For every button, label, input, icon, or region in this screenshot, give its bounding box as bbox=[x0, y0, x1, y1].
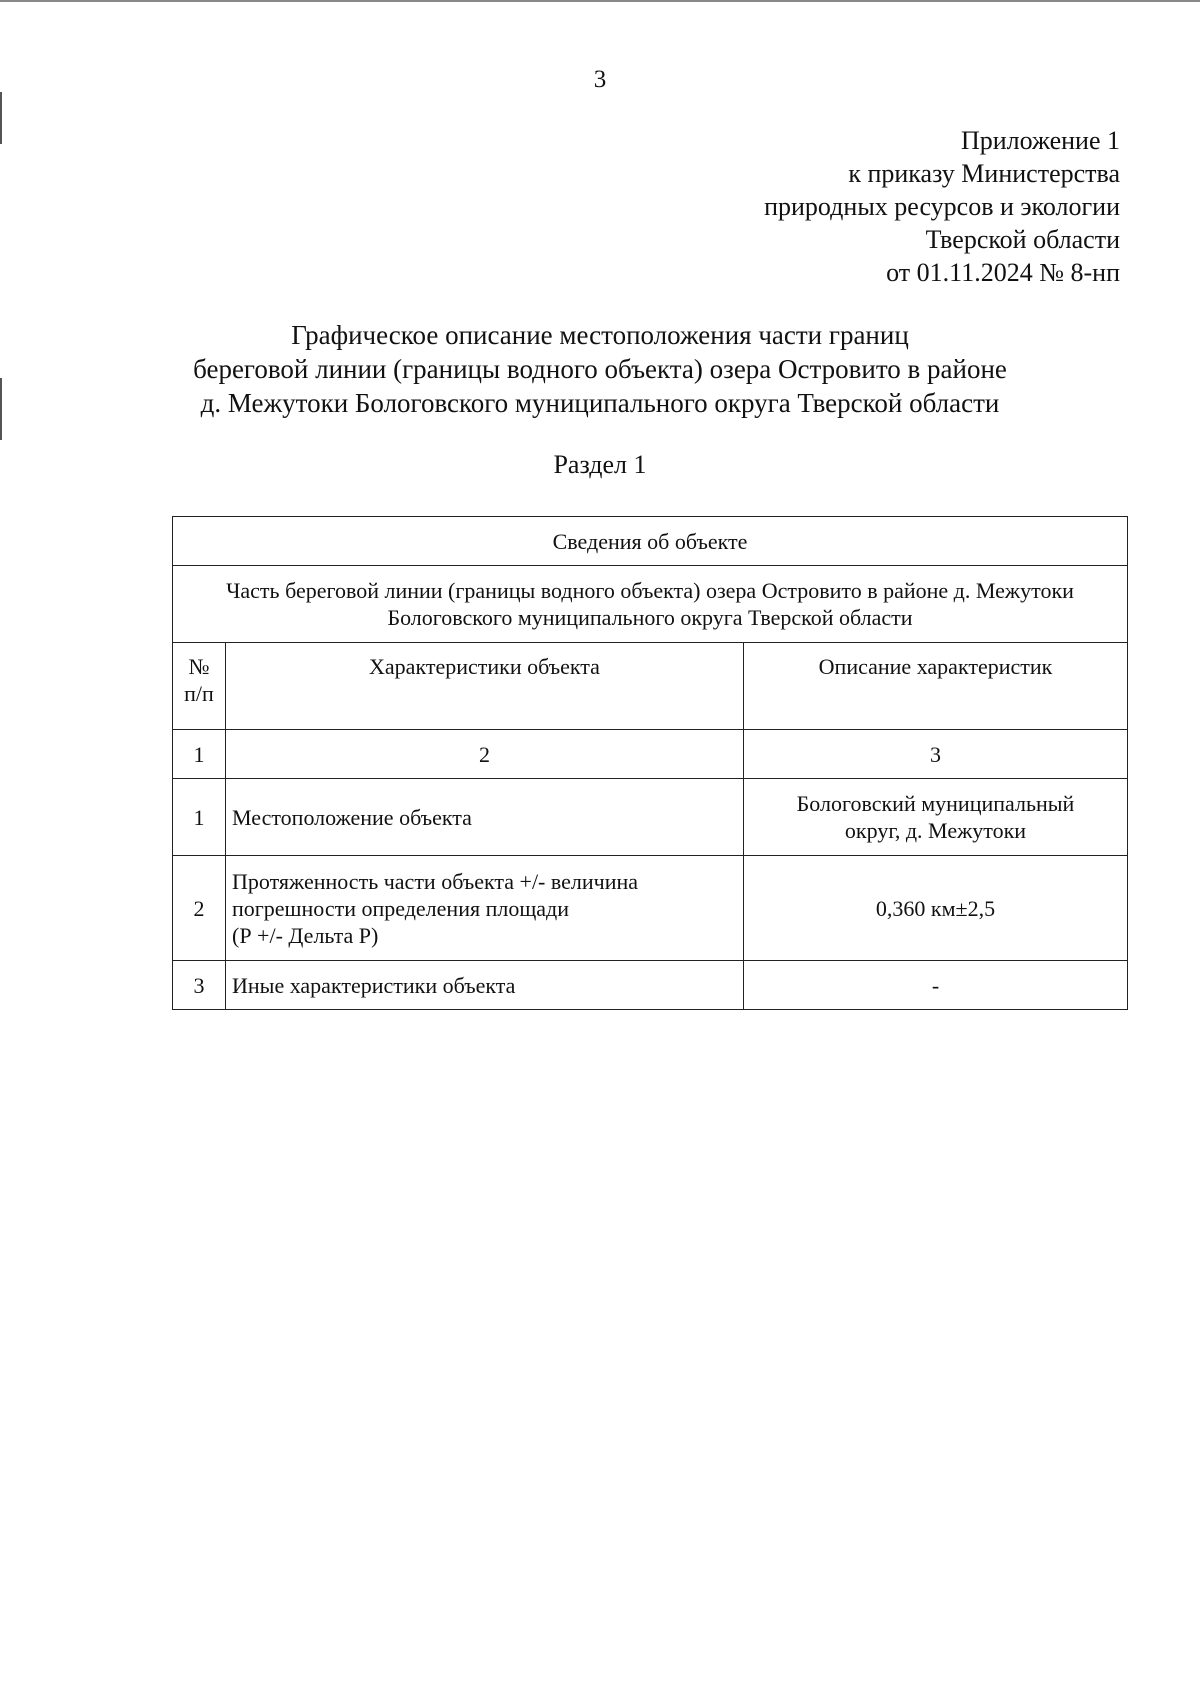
header-description: Описание характеристик bbox=[744, 643, 1128, 730]
appendix-block bbox=[764, 124, 1120, 289]
row-characteristic bbox=[226, 856, 744, 961]
object-name-line: Бологовского муниципального округа Тверской области bbox=[387, 605, 913, 630]
appendix-line: к приказу Министерства bbox=[848, 159, 1120, 188]
header-num-line: № bbox=[188, 654, 210, 679]
characteristic-line: погрешности определения площади bbox=[232, 895, 570, 921]
object-name-line: Часть береговой линии (границы водного объекта) озера Островито в районе д. Межутоки bbox=[226, 578, 1074, 603]
table-row bbox=[173, 779, 1128, 856]
description-line: округ, д. Межутоки bbox=[844, 818, 1027, 843]
table-row bbox=[173, 961, 1128, 1010]
column-index-cell: 2 bbox=[226, 730, 744, 779]
description-line: 0,360 км±2,5 bbox=[875, 895, 996, 921]
row-characteristic bbox=[226, 779, 744, 856]
description-line: - bbox=[931, 972, 940, 998]
header-characteristic: Характеристики объекта bbox=[226, 643, 744, 730]
header-num bbox=[173, 643, 226, 730]
row-characteristic bbox=[226, 961, 744, 1010]
page-number: 3 bbox=[593, 66, 607, 93]
characteristic-line: Протяженность части объекта +/- величина bbox=[232, 868, 639, 894]
characteristic-line: Местоположение объекта bbox=[232, 804, 472, 830]
row-number: 3 bbox=[173, 961, 226, 1010]
section-heading: Раздел 1 bbox=[553, 450, 647, 479]
document-title bbox=[0, 318, 1200, 420]
table-caption: Сведения об объекте bbox=[173, 517, 1128, 566]
row-description bbox=[744, 961, 1128, 1010]
title-line: береговой линии (границы водного объекта) озера Островито в районе bbox=[193, 354, 1007, 384]
appendix-line: от 01.11.2024 № 8-нп bbox=[886, 258, 1120, 287]
title-line: д. Межутоки Бологовского муниципального округа Тверской области bbox=[200, 388, 1000, 418]
column-index-cell: 3 bbox=[744, 730, 1128, 779]
row-description bbox=[744, 779, 1128, 856]
table-caption-row bbox=[173, 517, 1128, 566]
appendix-line: Тверской области bbox=[925, 225, 1120, 254]
column-index-cell: 1 bbox=[173, 730, 226, 779]
table-row bbox=[173, 856, 1128, 961]
characteristic-line: Иные характеристики объекта bbox=[232, 972, 516, 998]
title-line: Графическое описание местоположения части границ bbox=[291, 320, 909, 350]
header-num-line: п/п bbox=[184, 681, 214, 706]
characteristic-line: (Р +/- Дельта Р) bbox=[232, 922, 379, 948]
scan-edge-top bbox=[0, 0, 1200, 2]
column-index-row bbox=[173, 730, 1128, 779]
object-info-table bbox=[172, 516, 1128, 1010]
scan-edge-mark bbox=[0, 92, 2, 144]
object-name-row bbox=[173, 566, 1128, 643]
object-name-cell bbox=[173, 566, 1128, 643]
row-description bbox=[744, 856, 1128, 961]
appendix-line: природных ресурсов и экологии bbox=[764, 192, 1120, 221]
appendix-line: Приложение 1 bbox=[960, 126, 1120, 155]
description-line: Бологовский муниципальный bbox=[796, 791, 1075, 816]
table-header-row bbox=[173, 643, 1128, 730]
row-number: 1 bbox=[173, 779, 226, 856]
row-number: 2 bbox=[173, 856, 226, 961]
